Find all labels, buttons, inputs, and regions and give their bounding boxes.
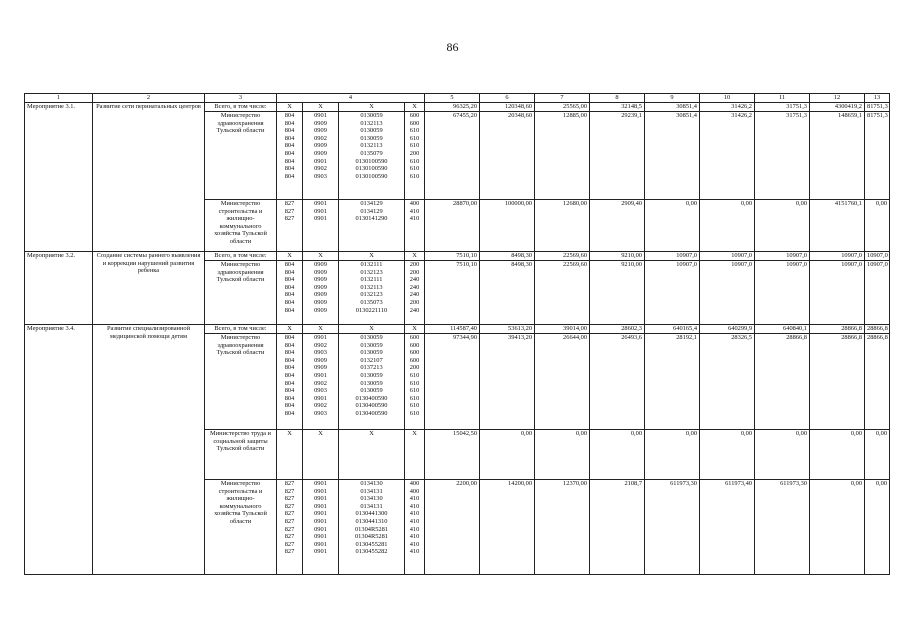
header-cell: 12 — [810, 94, 865, 103]
amount-cell: 0,00 — [535, 430, 590, 480]
amount-cell: 9210,00 — [590, 261, 645, 325]
grbs-cell: 804 804 804 804 804 804 804 804 804 804 804 — [277, 334, 303, 430]
amount-cell: 4300419,2 — [810, 103, 865, 112]
section-cell: X — [303, 252, 339, 261]
amount-cell: 0,00 — [645, 430, 700, 480]
amount-cell: 10907,0 — [755, 252, 810, 261]
amount-cell: 10907,0 — [700, 252, 755, 261]
header-cell: 8 — [590, 94, 645, 103]
amount-cell: 0,00 — [480, 430, 535, 480]
amount-cell: 10907,0 — [645, 252, 700, 261]
header-cell: 5 — [425, 94, 480, 103]
header-cell: 2 — [93, 94, 205, 103]
table-row — [25, 103, 890, 112]
executor-cell: Министерство здравоохранения Тульской области — [205, 261, 277, 325]
grbs-cell: 827 827 827 — [277, 200, 303, 252]
amount-cell: 10907,0 — [645, 261, 700, 325]
section-cell: 0901 0902 0903 0909 0909 0901 0902 0903 0901 0902 0903 — [303, 334, 339, 430]
target-item-cell: X — [339, 325, 405, 334]
amount-cell: 28866,8 — [865, 334, 890, 430]
amount-cell: 7510,10 — [425, 252, 480, 261]
amount-cell: 0,00 — [810, 430, 865, 480]
executor-cell: Министерство здравоохранения Тульской области — [205, 112, 277, 200]
amount-cell: 0,00 — [865, 200, 890, 252]
amount-cell: 100000,00 — [480, 200, 535, 252]
budget-table — [24, 93, 890, 575]
amount-cell: 0,00 — [755, 200, 810, 252]
amount-cell: 120348,60 — [480, 103, 535, 112]
amount-cell: 0,00 — [865, 430, 890, 480]
amount-cell: 10907,0 — [865, 252, 890, 261]
executor-cell: Министерство здравоохранения Тульской области — [205, 334, 277, 430]
amount-cell: 81751,3 — [865, 103, 890, 112]
expense-type-cell: X — [405, 325, 425, 334]
executor-cell: Всего, в том числе: — [205, 103, 277, 112]
amount-cell: 39413,20 — [480, 334, 535, 430]
amount-cell: 15042,50 — [425, 430, 480, 480]
amount-cell: 0,00 — [700, 430, 755, 480]
amount-cell: 10907,0 — [755, 261, 810, 325]
amount-cell: 10907,0 — [865, 261, 890, 325]
header-row — [25, 94, 890, 103]
amount-cell: 31426,2 — [700, 103, 755, 112]
amount-cell: 81751,3 — [865, 112, 890, 200]
amount-cell: 2108,7 — [590, 480, 645, 575]
header-cell: 10 — [700, 94, 755, 103]
amount-cell: 53613,20 — [480, 325, 535, 334]
target-item-cell: 0130059 0130059 0130059 0132107 0137213 0130059 0130059 0130059 0130400590 0130400590 0130400590 — [339, 334, 405, 430]
target-item-cell: X — [339, 430, 405, 480]
grbs-cell: X — [277, 103, 303, 112]
expense-type-cell: X — [405, 430, 425, 480]
expense-type-cell: 400 400 410 410 410 410 410 410 410 410 — [405, 480, 425, 575]
header-cell: 7 — [535, 94, 590, 103]
amount-cell: 96325,20 — [425, 103, 480, 112]
amount-cell: 12370,00 — [535, 480, 590, 575]
amount-cell: 9210,00 — [590, 252, 645, 261]
grbs-cell: 804 804 804 804 804 804 804 804 804 — [277, 112, 303, 200]
activity-title: Развитие сети перинатальных центров — [93, 103, 205, 252]
amount-cell: 4151760,1 — [810, 200, 865, 252]
expense-type-cell: 200 200 240 240 240 200 240 — [405, 261, 425, 325]
amount-cell: 28866,8 — [810, 325, 865, 334]
header-cell: 4 — [277, 94, 425, 103]
amount-cell: 0,00 — [755, 430, 810, 480]
amount-cell: 640840,1 — [755, 325, 810, 334]
amount-cell: 640165,4 — [645, 325, 700, 334]
amount-cell: 30851,4 — [645, 103, 700, 112]
expense-type-cell: X — [405, 252, 425, 261]
activity-title: Создание системы раннего выявления и коррекции нарушений развития ребенка — [93, 252, 205, 325]
amount-cell: 28866,8 — [755, 334, 810, 430]
header-cell: 9 — [645, 94, 700, 103]
activity-title: Развитие специализированной медицинской помощи детям — [93, 325, 205, 575]
header-cell: 3 — [205, 94, 277, 103]
amount-cell: 7510,10 — [425, 261, 480, 325]
target-item-cell: X — [339, 103, 405, 112]
table-row — [25, 325, 890, 334]
amount-cell: 0,00 — [700, 200, 755, 252]
amount-cell: 20348,60 — [480, 112, 535, 200]
amount-cell: 14200,00 — [480, 480, 535, 575]
amount-cell: 29239,1 — [590, 112, 645, 200]
header-cell: 13 — [865, 94, 890, 103]
activity-name: Мероприятие 3.2. — [25, 252, 93, 325]
page-number: 86 — [446, 40, 459, 54]
amount-cell: 28870,00 — [425, 200, 480, 252]
amount-cell: 26644,00 — [535, 334, 590, 430]
amount-cell: 97344,90 — [425, 334, 480, 430]
target-item-cell: X — [339, 252, 405, 261]
amount-cell: 31426,2 — [700, 112, 755, 200]
amount-cell: 2200,00 — [425, 480, 480, 575]
target-item-cell: 0134129 0134129 0130141290 — [339, 200, 405, 252]
amount-cell: 28866,8 — [810, 334, 865, 430]
amount-cell: 611973,40 — [700, 480, 755, 575]
executor-cell: Всего, в том числе: — [205, 252, 277, 261]
amount-cell: 22569,60 — [535, 252, 590, 261]
section-cell: 0901 0901 0901 0901 0901 0901 0901 0901 0901 0901 — [303, 480, 339, 575]
grbs-cell: X — [277, 325, 303, 334]
activity-name: Мероприятие 3.4. — [25, 325, 93, 575]
executor-cell: Министерство строительства и жилищно-коммунального хозяйства Тульской области — [205, 480, 277, 575]
grbs-cell: 804 804 804 804 804 804 804 — [277, 261, 303, 325]
section-cell: X — [303, 325, 339, 334]
expense-type-cell: X — [405, 103, 425, 112]
amount-cell: 611973,30 — [645, 480, 700, 575]
executor-cell: Министерство строительства и жилищно-коммунального хозяйства Тульской области — [205, 200, 277, 252]
amount-cell: 32148,5 — [590, 103, 645, 112]
table-row — [25, 252, 890, 261]
amount-cell: 26493,6 — [590, 334, 645, 430]
activity-name: Мероприятие 3.1. — [25, 103, 93, 252]
grbs-cell: X — [277, 430, 303, 480]
header-cell: 1 — [25, 94, 93, 103]
expense-type-cell: 600 600 610 610 610 200 610 610 610 — [405, 112, 425, 200]
header-cell: 6 — [480, 94, 535, 103]
amount-cell: 8498,30 — [480, 252, 535, 261]
amount-cell: 0,00 — [810, 480, 865, 575]
amount-cell: 28326,5 — [700, 334, 755, 430]
amount-cell: 2909,40 — [590, 200, 645, 252]
amount-cell: 31751,3 — [755, 103, 810, 112]
amount-cell: 12680,00 — [535, 200, 590, 252]
amount-cell: 114587,40 — [425, 325, 480, 334]
amount-cell: 640299,9 — [700, 325, 755, 334]
amount-cell: 0,00 — [645, 200, 700, 252]
amount-cell: 67455,20 — [425, 112, 480, 200]
target-item-cell: 0130059 0132113 0130059 0130059 0132113 0135079 0130100590 0130100590 0130100590 — [339, 112, 405, 200]
amount-cell: 10907,0 — [810, 252, 865, 261]
section-cell: 0909 0909 0909 0909 0909 0909 0909 — [303, 261, 339, 325]
amount-cell: 8498,30 — [480, 261, 535, 325]
amount-cell: 31751,3 — [755, 112, 810, 200]
amount-cell: 12885,00 — [535, 112, 590, 200]
target-item-cell: 0134130 0134131 0134130 0134131 0130441300 0130441310 01304R5281 01304R5281 0130455281 0130455282 — [339, 480, 405, 575]
amount-cell: 28602,3 — [590, 325, 645, 334]
section-cell: 0901 0909 0909 0902 0909 0909 0901 0902 0903 — [303, 112, 339, 200]
section-cell: X — [303, 103, 339, 112]
amount-cell: 0,00 — [865, 480, 890, 575]
amount-cell: 39014,00 — [535, 325, 590, 334]
expense-type-cell: 400 410 410 — [405, 200, 425, 252]
expense-type-cell: 600 600 600 600 200 610 610 610 610 610 610 — [405, 334, 425, 430]
amount-cell: 28192,1 — [645, 334, 700, 430]
header-cell: 11 — [755, 94, 810, 103]
executor-cell: Всего, в том числе: — [205, 325, 277, 334]
section-cell: 0901 0901 0901 — [303, 200, 339, 252]
target-item-cell: 0132111 0132123 0132111 0132113 0132123 0135073 0130221110 — [339, 261, 405, 325]
amount-cell: 611973,30 — [755, 480, 810, 575]
amount-cell: 28866,8 — [865, 325, 890, 334]
grbs-cell: 827 827 827 827 827 827 827 827 827 827 — [277, 480, 303, 575]
amount-cell: 148659,1 — [810, 112, 865, 200]
section-cell: X — [303, 430, 339, 480]
amount-cell: 30851,4 — [645, 112, 700, 200]
amount-cell: 10907,0 — [810, 261, 865, 325]
amount-cell: 25565,00 — [535, 103, 590, 112]
amount-cell: 10907,0 — [700, 261, 755, 325]
amount-cell: 0,00 — [590, 430, 645, 480]
amount-cell: 22569,60 — [535, 261, 590, 325]
executor-cell: Министерство труда и социальной защиты Тульской области — [205, 430, 277, 480]
grbs-cell: X — [277, 252, 303, 261]
